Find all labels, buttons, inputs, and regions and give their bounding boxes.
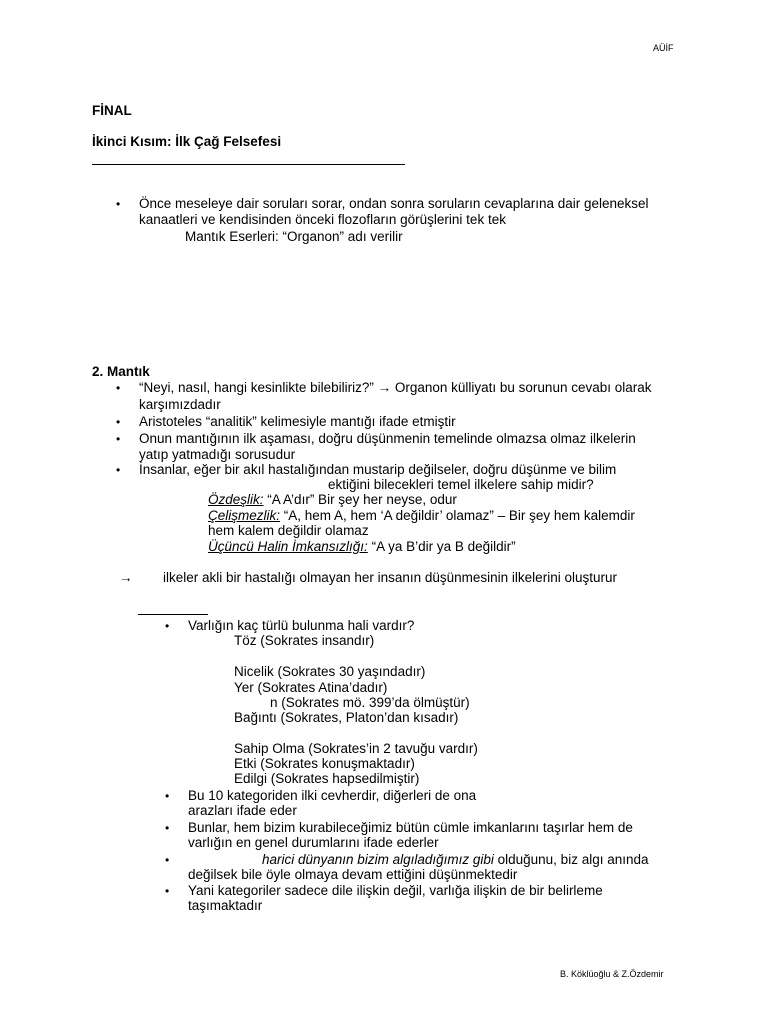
cat-bullet3-rest: olduğunu, biz algı anında xyxy=(493,852,649,867)
category-item: Nicelik (Sokrates 30 yaşındadır) xyxy=(234,664,426,679)
bullet-icon: • xyxy=(165,789,170,803)
cat-bullet1-line2: arazları ifade eder xyxy=(188,803,297,818)
bullet-icon: • xyxy=(116,197,121,211)
cat-bullet2-line1: Bunlar, hem bizim kurabileceğimiz bütün cümle imkanlarını taşırlar hem de xyxy=(188,820,633,835)
blank-rule xyxy=(138,614,208,615)
cat-bullet3-italic: harici dünyanın bizim algıladığımız gibi xyxy=(262,852,494,867)
cat-bullet1-line1: Bu 10 kategoriden ilki cevherdir, diğerleri de ona xyxy=(188,788,477,803)
arrow-icon: → xyxy=(119,570,133,585)
cat-bullet3-line1 xyxy=(262,852,649,868)
category-item: n (Sokrates mö. 399’da ölmüştür) xyxy=(270,695,470,710)
principle-excluded-middle-label: Üçüncü Halin İmkansızlığı: xyxy=(208,539,368,554)
intro-line-1: Önce meseleye dair soruları sorar, ondan sonra soruların cevaplarına dair geleneksel xyxy=(139,196,649,211)
category-item: Edilgi (Sokrates hapsedilmiştir) xyxy=(234,771,420,786)
bullet-icon: • xyxy=(165,853,170,867)
bullet-icon: • xyxy=(165,619,170,633)
bullet-icon: • xyxy=(116,463,121,477)
principle-identity-text: “A A’dır” Bir şey her neyse, odur xyxy=(267,492,457,507)
bullet-icon: • xyxy=(116,381,121,395)
arrow-line: ilkeler akli bir hastalığı olmayan her insanın düşünmesinin ilkelerini oluşturur xyxy=(163,570,617,585)
category-item: Yer (Sokrates Atina’dadır) xyxy=(234,680,388,695)
header-right: AÜİF xyxy=(653,43,674,53)
bullet-icon: • xyxy=(116,432,121,446)
principle-identity-label: Özdeşlik: xyxy=(208,492,264,507)
principle-excluded-middle xyxy=(208,539,516,555)
category-item: Töz (Sokrates insandır) xyxy=(234,633,375,648)
section-heading: 2. Mantık xyxy=(92,364,150,379)
cat-bullet4-line2: taşımaktadır xyxy=(188,898,263,913)
cat-bullet3-line2: değilsek bile öyle olmaya devam ettiğini düşünmektedir xyxy=(188,867,518,882)
s2-bullet4-line2: ektiğini bilecekleri temel ilkelere sahip midir? xyxy=(328,477,594,492)
intro-line-2: kanaatleri ve kendisinden önceki flozofların görüşlerini tek tek xyxy=(139,212,506,227)
category-item: Sahip Olma (Sokrates’in 2 tavuğu vardır) xyxy=(234,741,478,756)
category-item: Bağıntı (Sokrates, Platon’dan kısadır) xyxy=(234,710,459,725)
bullet-icon: • xyxy=(116,415,121,429)
cat-bullet4-line1: Yani kategoriler sadece dile ilişkin değil, varlığa ilişkin de bir belirleme xyxy=(188,883,603,898)
s2-bullet3-line1: Onun mantığının ilk aşaması, doğru düşünmenin temelinde olmazsa olmaz ilkelerin xyxy=(139,431,636,446)
principle-noncontradiction-label: Çelişmezlik: xyxy=(208,508,281,523)
principle-identity xyxy=(208,492,457,508)
footer-authors: B. Köklüoğlu & Z.Özdemir xyxy=(560,969,664,979)
bullet-icon: • xyxy=(165,821,170,835)
title-rule xyxy=(92,164,405,165)
s2-bullet3-line2: yatıp yatmadığı sorusudur xyxy=(139,447,296,462)
principle-noncontradiction xyxy=(208,508,635,524)
s2-bullet1-line1: “Neyi, nasıl, hangi kesinlikte bilebiliriz?” → Organon külliyatı bu sorunun cevabı olarak xyxy=(139,380,652,395)
s2-bullet1-line2: karşımızdadır xyxy=(139,397,221,412)
categories-question: Varlığın kaç türlü bulunma hali vardır? xyxy=(188,618,415,633)
s2-bullet2: Aristoteles “analitik” kelimesiyle mantığı ifade etmiştir xyxy=(139,414,456,429)
cat-bullet2-line2: varlığın en genel durumlarını ifade ederler xyxy=(188,835,439,850)
principle-noncontradiction-text: “A, hem A, hem ‘A değildir’ olamaz” – Bir şey hem kalemdir xyxy=(283,508,635,523)
bullet-icon: • xyxy=(165,884,170,898)
intro-indent-line: Mantık Eserleri: “Organon” adı verilir xyxy=(185,229,403,244)
s2-bullet4-line1: İnsanlar, eğer bir akıl hastalığından mustarip değilseler, doğru düşünme ve bilim xyxy=(139,462,617,477)
section-subtitle: İkinci Kısım: İlk Çağ Felsefesi xyxy=(92,134,282,149)
principle-noncontradiction-cont: hem kalem değildir olamaz xyxy=(208,523,369,538)
document-title: FİNAL xyxy=(92,103,132,118)
principle-excluded-middle-text: “A ya B’dir ya B değildir” xyxy=(371,539,516,554)
category-item: Etki (Sokrates konuşmaktadır) xyxy=(234,756,415,771)
